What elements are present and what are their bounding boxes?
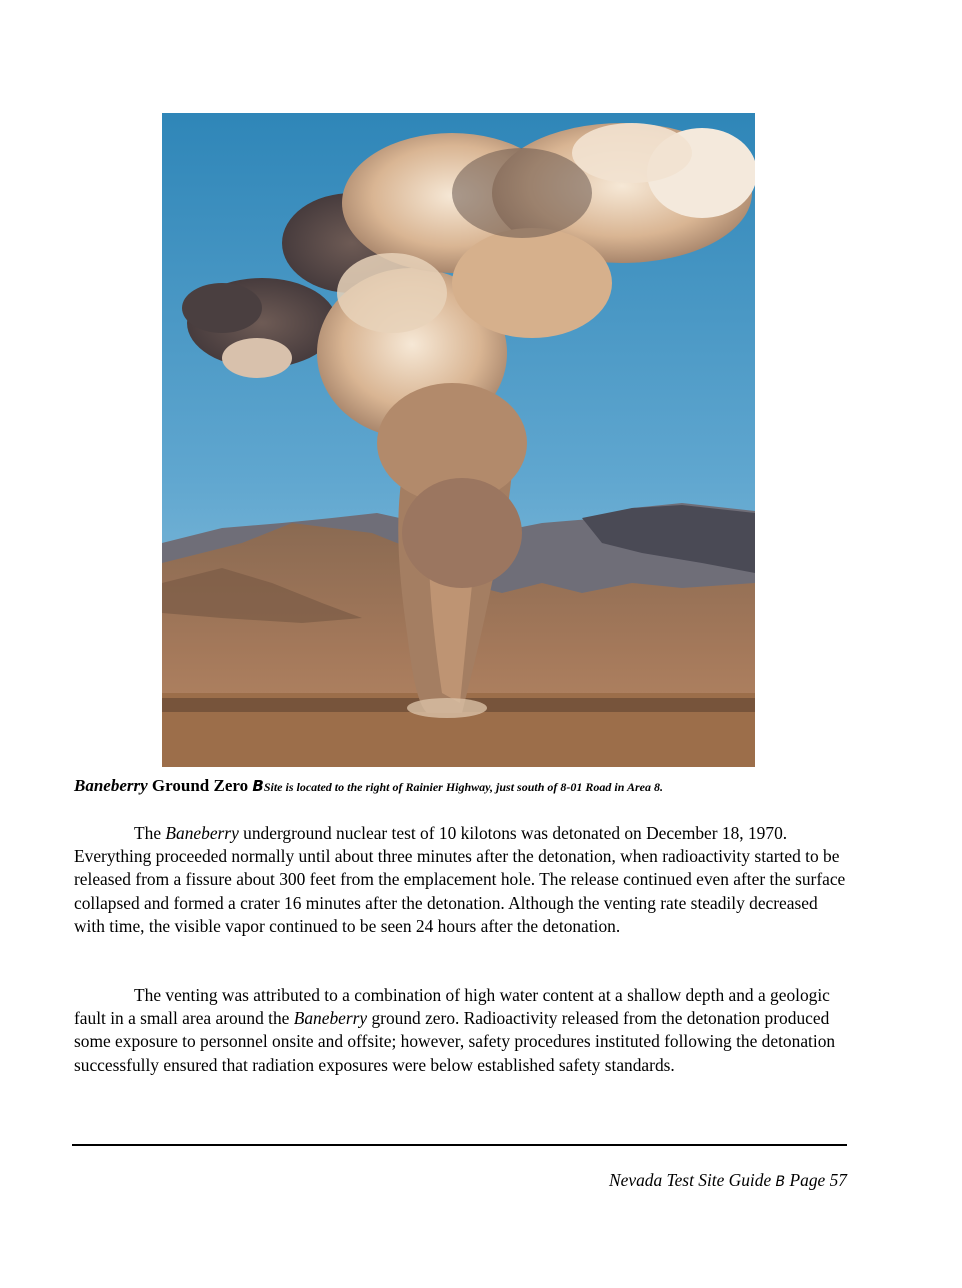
footer-guide-title: Nevada Test Site Guide (609, 1170, 772, 1190)
paragraph-1 (74, 822, 849, 938)
photo-caption (74, 776, 874, 796)
para2-lead: The venting was attributed to a combination of high water content at a shallow depth and a geologic fault in a small area around the (74, 985, 830, 1029)
para2-text: ground zero. Radioactivity released from the detonation produced some exposure to personnel onsite and offsite; however, safety procedures instituted following the detonation successfully ensured that radiation exposures were below established safety standards. (74, 1008, 836, 1075)
baneberry-photo (162, 113, 755, 767)
para1-test-name: Baneberry (165, 823, 239, 843)
caption-text: Site is located to the right of Rainier Highway, just south of 8-01 Road in Area 8. (263, 780, 663, 794)
caption-test-name: Baneberry (74, 776, 148, 795)
caption-title: Ground Zero (151, 776, 249, 795)
para1-text: underground nuclear test of 10 kilotons was detonated on December 18, 1970. Everything proceeded normally until about three minutes after the detonation, when radioactivity started to be released from a fissure about 300 feet from the emplacement hole. The release continued even after the surface collapsed and formed a crater 16 minutes after the detonation. Although the venting rate steadily decreased with time, the visible vapor continued to be seen 24 hours after the detonation. (74, 823, 846, 936)
paragraph-2 (74, 984, 849, 1077)
footer-rule (72, 1144, 847, 1146)
para1-lead: The (134, 823, 166, 843)
footer-separator: B (775, 1174, 786, 1190)
page-footer (609, 1170, 847, 1191)
footer-page-number: Page 57 (789, 1170, 847, 1190)
caption-separator: B (252, 777, 264, 795)
photo-illustration (162, 113, 755, 767)
para2-test-name: Baneberry (293, 1008, 368, 1029)
